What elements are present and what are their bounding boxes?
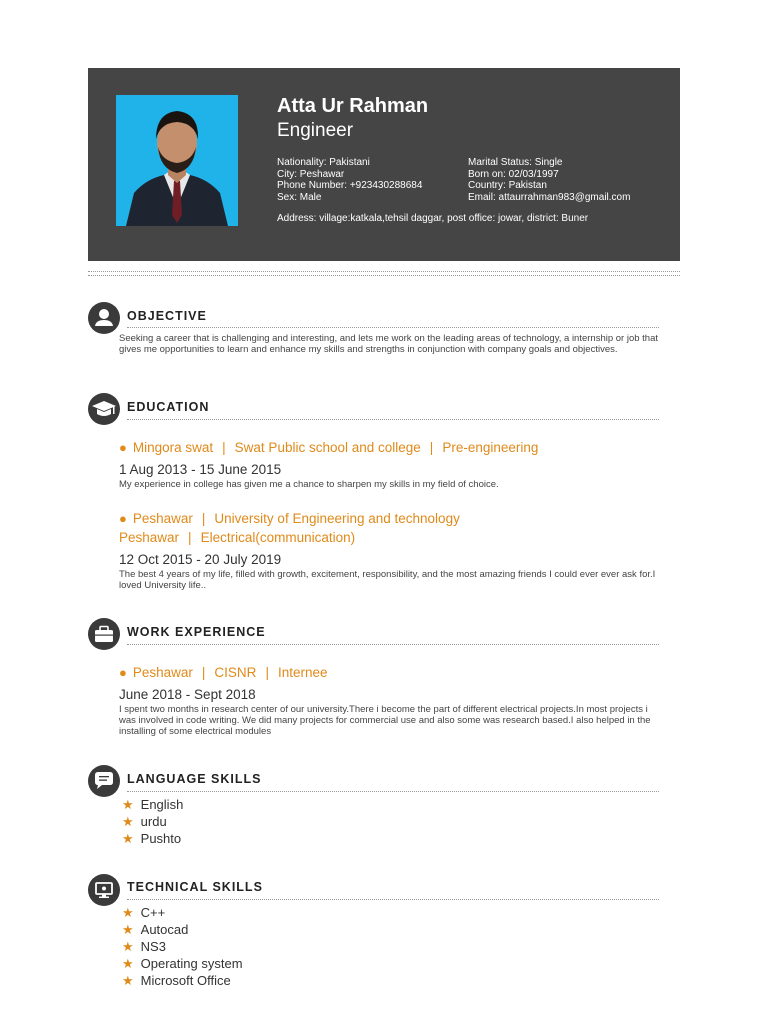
bullet-icon: ● bbox=[119, 440, 127, 455]
bullet-icon: ● bbox=[119, 665, 127, 680]
header-divider-top bbox=[88, 271, 680, 272]
monitor-icon bbox=[88, 874, 120, 906]
star-icon: ★ bbox=[122, 973, 134, 988]
technical-list bbox=[122, 904, 243, 989]
separator: | bbox=[201, 665, 206, 680]
entry-institution: Swat Public school and college bbox=[234, 440, 421, 455]
star-icon: ★ bbox=[122, 831, 134, 846]
language-label: urdu bbox=[140, 814, 167, 829]
entry-place: Peshawar bbox=[132, 511, 193, 526]
education-entry-2-desc: The best 4 years of my life, filled with growth, excitement, responsibility, and the most amazing friends I could ever ever ask for.I loved University life.. bbox=[119, 569, 656, 591]
entry-place: Mingora swat bbox=[132, 440, 214, 455]
graduation-cap-icon bbox=[88, 393, 120, 425]
star-icon: ★ bbox=[122, 905, 134, 920]
nationality-text: Nationality: Pakistani bbox=[277, 157, 370, 168]
separator: | bbox=[222, 440, 226, 455]
star-icon: ★ bbox=[122, 922, 134, 937]
separator: | bbox=[188, 530, 192, 545]
languages-heading: LANGUAGE SKILLS bbox=[127, 772, 262, 786]
list-item bbox=[122, 813, 183, 830]
languages-divider bbox=[127, 791, 659, 792]
education-heading: EDUCATION bbox=[127, 400, 210, 414]
language-label: Pushto bbox=[140, 831, 182, 846]
list-item bbox=[122, 796, 183, 813]
resume-header bbox=[88, 68, 680, 261]
work-divider bbox=[127, 644, 659, 645]
objective-divider bbox=[127, 327, 659, 328]
star-icon: ★ bbox=[122, 956, 134, 971]
chat-bubble-icon bbox=[88, 765, 120, 797]
bullet-icon: ● bbox=[119, 511, 127, 526]
candidate-title: Engineer bbox=[277, 120, 354, 141]
language-list bbox=[122, 796, 183, 847]
education-entry-1-dates: 1 Aug 2013 - 15 June 2015 bbox=[119, 462, 282, 477]
address-text: Address: village:katkala,tehsil daggar, post office: jowar, district: Buner bbox=[277, 213, 589, 224]
skill-label: Operating system bbox=[140, 956, 243, 971]
personal-info-right bbox=[468, 157, 630, 203]
education-entry-1-header bbox=[119, 438, 664, 457]
education-entry-2-header bbox=[119, 509, 579, 547]
header-divider-bottom bbox=[88, 275, 680, 276]
star-icon: ★ bbox=[122, 939, 134, 954]
entry-institution: University of Engineering and technology Peshawar bbox=[119, 511, 460, 545]
list-item bbox=[122, 972, 243, 989]
skill-label: Microsoft Office bbox=[140, 973, 231, 988]
work-entry-1-desc: I spent two months in research center of our university.There i become the part of different electrical projects.In most projects i was involved in code writing. We did many projects for commercial use and also some was research based.I also helped in the installing of some electrical modules bbox=[119, 704, 651, 737]
country-text: Country: Pakistan bbox=[468, 180, 547, 191]
skill-label: NS3 bbox=[140, 939, 166, 954]
education-entry-2-dates: 12 Oct 2015 - 20 July 2019 bbox=[119, 552, 282, 567]
entry-institution: CISNR bbox=[214, 665, 257, 680]
list-item bbox=[122, 904, 243, 921]
skill-label: Autocad bbox=[140, 922, 189, 937]
profile-photo bbox=[116, 95, 238, 226]
objective-heading: OBJECTIVE bbox=[127, 309, 207, 323]
candidate-name: Atta Ur Rahman bbox=[277, 95, 429, 117]
list-item bbox=[122, 830, 183, 847]
technical-divider bbox=[127, 899, 659, 900]
briefcase-icon bbox=[88, 618, 120, 650]
phone-text: Phone Number: +923430288684 bbox=[277, 180, 423, 191]
birth-date-text: Born on: 02/03/1997 bbox=[468, 168, 559, 180]
education-entry-1-desc: My experience in college has given me a chance to sharpen my skills in my field of choice. bbox=[119, 479, 499, 490]
star-icon: ★ bbox=[122, 814, 134, 829]
list-item bbox=[122, 938, 243, 955]
list-item bbox=[122, 921, 243, 938]
entry-program: Electrical(communication) bbox=[200, 530, 356, 545]
separator: | bbox=[265, 665, 269, 680]
separator: | bbox=[429, 440, 434, 455]
sex-text: Sex: Male bbox=[277, 191, 322, 203]
city-text: City: Peshawar bbox=[277, 168, 345, 180]
work-entry-1-dates: June 2018 - Sept 2018 bbox=[119, 687, 256, 702]
personal-info-left bbox=[277, 157, 422, 203]
entry-program: Internee bbox=[277, 665, 328, 680]
language-label: English bbox=[140, 797, 184, 812]
education-divider bbox=[127, 419, 659, 420]
marital-status-text: Marital Status: Single bbox=[468, 157, 563, 168]
user-icon bbox=[88, 302, 120, 334]
objective-text: Seeking a career that is challenging and interesting, and lets me work on the leading areas of technology, a internship or job that gives me opportunities to learn and enhance my skills and strengths in conjunction with company goals and objectives. bbox=[119, 333, 659, 355]
separator: | bbox=[201, 511, 206, 526]
email-text[interactable]: Email: attaurrahman983@gmail.com bbox=[468, 191, 631, 203]
star-icon: ★ bbox=[122, 797, 134, 812]
entry-place: Peshawar bbox=[132, 665, 193, 680]
skill-label: C++ bbox=[140, 905, 166, 920]
work-entry-1-header bbox=[119, 663, 664, 682]
work-heading: WORK EXPERIENCE bbox=[127, 625, 266, 639]
technical-heading: TECHNICAL SKILLS bbox=[127, 880, 263, 894]
list-item bbox=[122, 955, 243, 972]
entry-program: Pre-engineering bbox=[442, 440, 539, 455]
